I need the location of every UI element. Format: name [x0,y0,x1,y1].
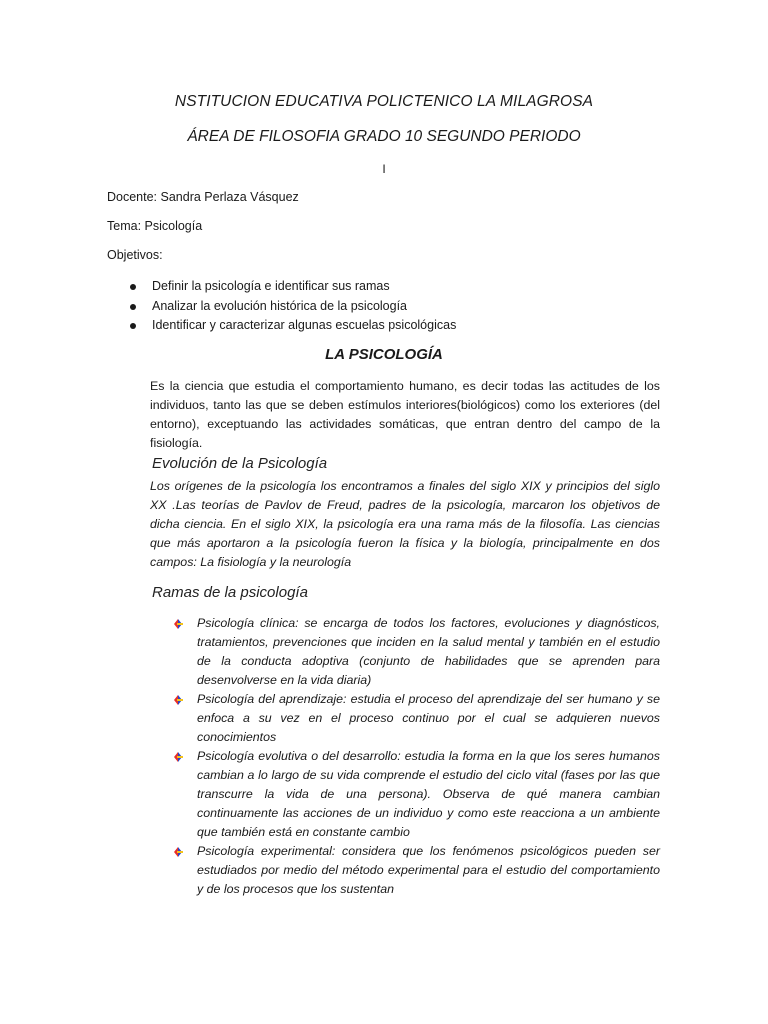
intro-paragraph: Es la ciencia que estudia el comportamiento humano, es decir todas las actitudes de los individuos, tanto las que se deben estímulos interiores(biológicos) como los exteriores (del entorno), exceptuando las actividades somáticas, que entran dentro del campo de la fisiología. [150,379,660,450]
bullet-icon [130,284,136,290]
evolucion-paragraph: Los orígenes de la psicología los encontramos a finales del siglo XIX y principios del siglo XX .Las teorías de Pavlov de Freud, padres de la psicología, marcaron los objetivos de dicha ciencia. En el siglo XIX, la psicología era una rama más de la filosofía. Las ciencias que más aportaron a la psicología fueron la física y la biología, principalmente en dos campos: La fisiología y la neurología [150,479,660,569]
arrow-bullet-icon [172,846,184,858]
objetivos-list [130,277,456,336]
docente-line: Docente: Sandra Perlaza Vásquez [107,190,299,204]
institution-title: NSTITUCION EDUCATIVA POLICTENICO LA MILAGROSA [174,93,594,110]
ramas-list [172,614,660,899]
tema-line: Tema: Psicología [107,219,203,233]
list-item: Psicología clínica: se encarga de todos los factores, evoluciones y diagnósticos, tratamientos, prevenciones que inciden en la salud mental y también en el estudio de la conducta adoptiva (conjunto de habilidades que se aprenden para desenvolverse en la vida diaria) [172,614,660,690]
ramas-heading: Ramas de la psicología [152,584,308,601]
list-item: Psicología experimental: considera que los fenómenos psicológicos pueden ser estudiados por medio del método experimental para el estudio del comportamiento y de los procesos que los sustentan [172,842,660,899]
area-title: ÁREA DE FILOSOFIA GRADO 10 SEGUNDO PERIODO [187,128,581,145]
arrow-bullet-icon [172,618,184,630]
list-item: Psicología del aprendizaje: estudia el proceso del aprendizaje del ser humano y se enfoca a su vez en el proceso continuo por el cual se adquieren nuevos conocimientos [172,690,660,747]
cursor-mark: I [382,162,386,176]
list-item: Psicología evolutiva o del desarrollo: estudia la forma en la que los seres humanos cambian a lo largo de su vida comprende el estudio del ciclo vital (fases por las que transcurre la vida de una persona). Observa de qué manera cambian continuamente las acciones de un individuo y como este reacciona a un ambiente que también está en constante cambio [172,747,660,842]
bullet-icon [130,323,136,329]
main-title: LA PSICOLOGÍA [325,346,443,363]
list-item: Identificar y caracterizar algunas escuelas psicológicas [130,316,456,336]
arrow-bullet-icon [172,751,184,763]
objetivos-label: Objetivos: [107,248,163,262]
list-item: Definir la psicología e identificar sus ramas [130,277,456,297]
bullet-icon [130,304,136,310]
arrow-bullet-icon [172,694,184,706]
evolucion-heading: Evolución de la Psicología [152,455,328,472]
list-item: Analizar la evolución histórica de la psicología [130,297,456,317]
